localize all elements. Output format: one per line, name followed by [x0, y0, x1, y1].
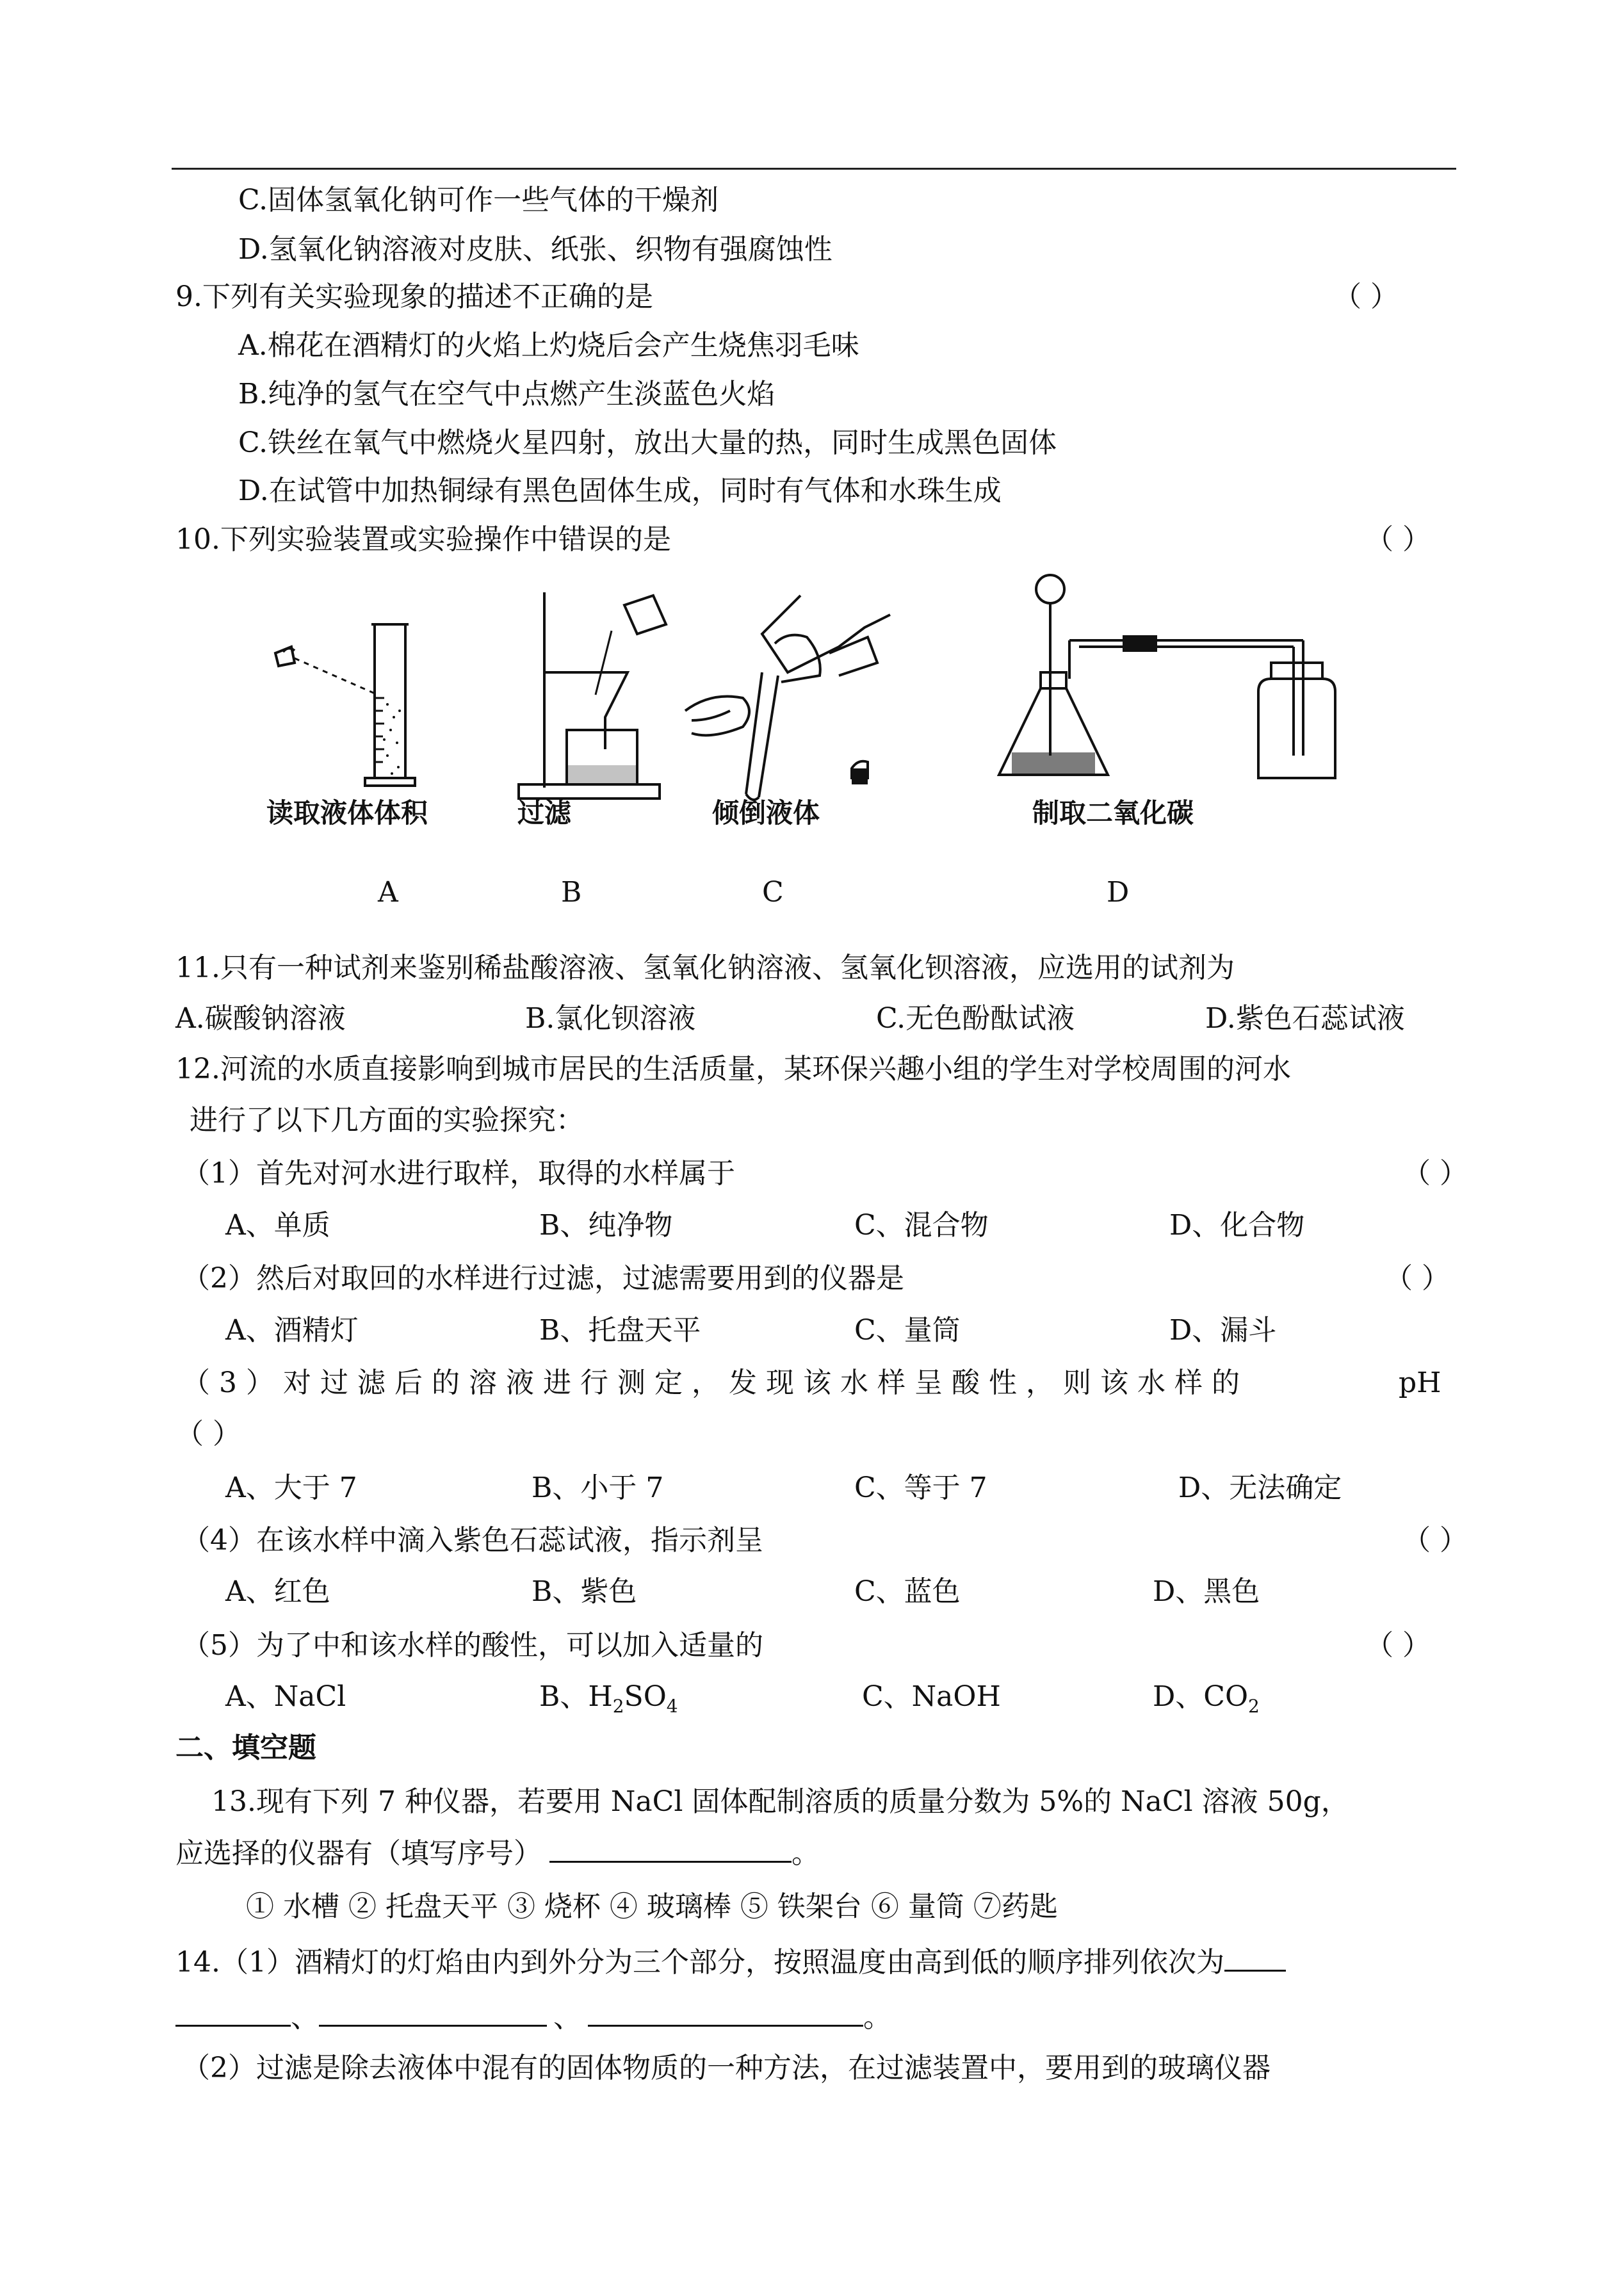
q10-answer-paren: （ ） [1365, 523, 1431, 556]
q12-2-option-c: C、量筒 [854, 1314, 961, 1347]
q13-stem-line2-text: 应选择的仪器有（填写序号） [175, 1837, 542, 1870]
q14-sep-1: 、 [291, 2001, 319, 2034]
q12-2-option-a: A、酒精灯 [225, 1314, 359, 1347]
q14-blank-2[interactable] [319, 1997, 547, 2027]
q14-blank-3[interactable] [588, 1997, 863, 2027]
q12-4-option-d: D、黑色 [1153, 1575, 1260, 1608]
figure-d-caption: 制取二氧化碳 [1032, 797, 1194, 829]
q12-3-option-c: C、等于 7 [854, 1472, 987, 1504]
q13-period: 。 [792, 1837, 820, 1870]
header-rule [172, 168, 1456, 170]
q12-4-stem: （4）在该水样中滴入紫色石蕊试液，指示剂呈 [182, 1524, 763, 1557]
q14-period: 。 [863, 2001, 891, 2034]
q12-4-option-b: B、紫色 [532, 1575, 637, 1608]
q12-2-option-d: D、漏斗 [1169, 1314, 1277, 1347]
q12-1-option-c: C、混合物 [854, 1209, 989, 1242]
q12-4-option-c: C、蓝色 [854, 1575, 961, 1608]
q12-3-paren: （ ） [175, 1418, 241, 1450]
q12-5-option-d-co: D、CO [1153, 1680, 1249, 1713]
figure-c-pouring-liquid [672, 583, 916, 813]
q9-stem: 9.下列有关实验现象的描述不正确的是 [175, 280, 653, 313]
figure-d-co2-apparatus [986, 564, 1370, 794]
q13-stem-line2 [175, 1833, 820, 1873]
q12-1-option-b: B、纯净物 [539, 1209, 673, 1242]
q9-option-d: D.在试管中加热铜绿有黑色固体生成，同时有气体和水珠生成 [238, 474, 1002, 507]
section-title-fill-blank: 二、填空题 [175, 1731, 316, 1764]
figure-d-letter: D [1107, 876, 1130, 909]
q12-3-option-d: D、无法确定 [1178, 1472, 1342, 1504]
q14-stem-line1 [175, 1942, 1286, 1982]
figure-c-caption: 倾倒液体 [712, 797, 820, 829]
figure-b-letter: B [561, 876, 582, 909]
q12-5-option-b [539, 1678, 678, 1726]
q12-3-option-a: A、大于 7 [225, 1472, 357, 1504]
q12-5-option-b-h: B、H [539, 1680, 613, 1713]
figure-a-caption: 读取液体体积 [266, 797, 428, 829]
q12-5-paren: （ ） [1365, 1629, 1431, 1662]
q14-stem-line1-text: 14.（1）酒精灯的灯焰由内到外分为三个部分，按照温度由高到低的顺序排列依次为 [175, 1946, 1224, 1979]
q8-option-c: C.固体氢氧化钠可作一些气体的干燥剂 [238, 184, 719, 216]
q9-option-a: A.棉花在酒精灯的火焰上灼烧后会产生烧焦羽毛味 [238, 329, 859, 362]
q12-stem-line2: 进行了以下几方面的实验探究： [190, 1104, 584, 1137]
q12-5-option-a: A、NaCl [225, 1680, 346, 1713]
q12-4-option-a: A、红色 [225, 1575, 330, 1608]
q12-stem-line1: 12.河流的水质直接影响到城市居民的生活质量，某环保兴趣小组的学生对学校周围的河水 [175, 1053, 1291, 1085]
q12-1-option-d: D、化合物 [1169, 1209, 1305, 1242]
q12-5-option-c: C、NaOH [862, 1680, 1001, 1713]
figure-c-letter: C [762, 876, 784, 909]
q14-blank-1-start[interactable] [1224, 1942, 1286, 1972]
q12-5-option-b-so: SO [624, 1680, 667, 1713]
q13-answer-blank[interactable] [549, 1833, 792, 1863]
q12-3-stem-ph: pH [1399, 1366, 1441, 1399]
q12-2-option-b: B、托盘天平 [539, 1314, 701, 1347]
q8-option-d: D.氢氧化钠溶液对皮肤、纸张、织物有强腐蚀性 [238, 233, 832, 266]
q11-option-c: C.无色酚酞试液 [876, 1002, 1075, 1035]
q14-blank-1-end[interactable] [175, 1997, 291, 2027]
q14-blanks-line [175, 1997, 891, 2037]
q12-3-option-b: B、小于 7 [532, 1472, 664, 1504]
q14-sep-2: 、 [553, 2001, 581, 2034]
q13-instrument-list: ① 水槽 ② 托盘天平 ③ 烧杯 ④ 玻璃棒 ⑤ 铁架台 ⑥ 量筒 ⑦药匙 [246, 1890, 1058, 1923]
q10-stem: 10.下列实验装置或实验操作中错误的是 [175, 523, 671, 556]
q14-2-stem: （2）过滤是除去液体中混有的固体物质的一种方法，在过滤装置中，要用到的玻璃仪器 [182, 2052, 1271, 2084]
q9-answer-paren: （ ） [1333, 280, 1399, 313]
q11-option-a: A.碳酸钠溶液 [175, 1002, 346, 1035]
q12-5-option-d [1153, 1678, 1260, 1726]
q12-4-paren: （ ） [1402, 1524, 1468, 1557]
q12-1-stem: （1）首先对河水进行取样，取得的水样属于 [182, 1157, 735, 1190]
figure-a-letter: A [378, 876, 398, 909]
figure-b-filtration [506, 580, 679, 810]
q11-option-b: B.氯化钡溶液 [525, 1002, 696, 1035]
q12-2-paren: （ ） [1384, 1262, 1450, 1295]
q12-1-paren: （ ） [1402, 1157, 1468, 1190]
q12-2-stem: （2）然后对取回的水样进行过滤，过滤需要用到的仪器是 [182, 1262, 904, 1295]
q11-stem: 11.只有一种试剂来鉴别稀盐酸溶液、氢氧化钠溶液、氢氧化钡溶液，应选用的试剂为 [175, 952, 1235, 984]
figure-b-caption: 过滤 [517, 797, 572, 829]
q11-option-d: D.紫色石蕊试液 [1205, 1002, 1405, 1035]
q12-5-option-b-sub4: 4 [666, 1695, 678, 1717]
q12-5-option-d-sub2: 2 [1248, 1695, 1260, 1717]
figure-a-graduated-cylinder [256, 602, 448, 820]
q12-5-stem: （5）为了中和该水样的酸性，可以加入适量的 [182, 1629, 763, 1662]
q9-option-b: B.纯净的氢气在空气中点燃产生淡蓝色火焰 [238, 378, 775, 410]
q12-1-option-a: A、单质 [225, 1209, 330, 1242]
q13-stem-line1: 13.现有下列 7 种仪器，若要用 NaCl 固体配制溶质的质量分数为 5%的 NaCl 溶液 50g， [211, 1785, 1349, 1818]
q9-option-c: C.铁丝在氧气中燃烧火星四射，放出大量的热，同时生成黑色固体 [238, 426, 1057, 459]
q12-3-stem: （3）对过滤后的溶液进行测定，发现该水样呈酸性，则该水样的 [182, 1366, 1249, 1399]
q12-5-option-b-sub2: 2 [612, 1695, 624, 1717]
